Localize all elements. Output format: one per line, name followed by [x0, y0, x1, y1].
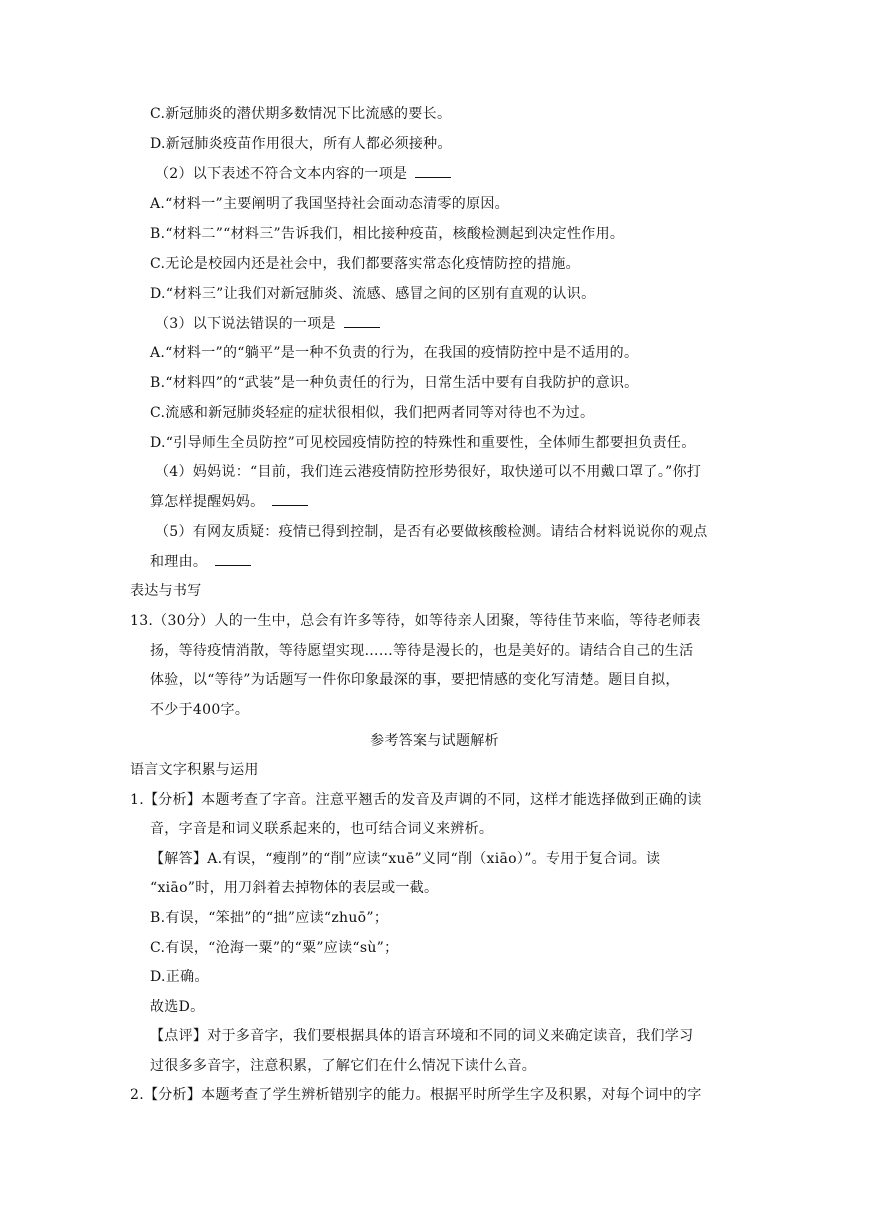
- option-c: C.无论是校园内还是社会中，我们都要落实常态化疫情防控的措施。: [150, 256, 580, 272]
- sub-question-3: [155, 314, 380, 334]
- question-13-line2: 扬，等待疫情消散，等待愿望实现……等待是漫长的，也是美好的。请结合自己的生活: [150, 643, 694, 659]
- answer-1-comment-line1: 【点评】对于多音字，我们要根据具体的语言环境和不同的词义来确定读音，我们学习: [150, 1028, 694, 1044]
- option-c: C.新冠肺炎的潜伏期多数情况下比流感的要长。: [150, 106, 452, 122]
- answer-1-option-c: C.有误，“沧海一粟”的“粟”应读“sù”；: [150, 940, 399, 956]
- question-13-line4: 不少于400字。: [150, 702, 250, 718]
- answer-1-option-d: D.正确。: [150, 969, 209, 985]
- option-d: D.“材料三”让我们对新冠肺炎、流感、感冒之间的区别有直观的认识。: [150, 286, 596, 302]
- answer-blank: [215, 552, 251, 566]
- sub-question-5-line2: [150, 552, 251, 572]
- option-b: B.“材料四”的“武装”是一种负责任的行为，日常生活中要有自我防护的意识。: [150, 375, 639, 391]
- answer-1-solution-line1: 【解答】A.有误，“瘦削”的“削”应读“xuē”义同“削（xiāo）”。专用于复合词。读: [150, 851, 661, 867]
- option-c: C.流感和新冠肺炎轻症的症状很相似，我们把两者同等对待也不为过。: [150, 405, 595, 421]
- section-heading: 表达与书写: [130, 583, 202, 599]
- sub-question-5-text: 和理由。: [150, 554, 208, 570]
- answer-1-option-b: B.有误，“笨拙”的“拙”应读“zhuō”；: [150, 910, 389, 926]
- sub-question-4-line2: [150, 492, 308, 512]
- question-13-line3: 体验，以“等待”为话题写一件你印象最深的事，要把情感的变化写清楚。题目自拟，: [150, 672, 680, 688]
- option-d: D.“引导师生全员防控”可见校园疫情防控的特殊性和重要性，全体师生都要担负责任。: [150, 435, 696, 451]
- sub-question-3-text: （3）以下说法错误的一项是: [155, 316, 336, 332]
- option-b: B.“材料二”“材料三”告诉我们，相比接种疫苗，核酸检测起到决定性作用。: [150, 226, 625, 242]
- answer-1-comment-line2: 过很多多音字，注意积累，了解它们在什么情况下读什么音。: [150, 1058, 537, 1074]
- sub-question-4-text: 算怎样提醒妈妈。: [150, 494, 265, 510]
- sub-question-2-text: （2）以下表述不符合文本内容的一项是: [155, 166, 408, 182]
- sub-question-2: [155, 164, 451, 184]
- answer-blank: [415, 164, 451, 178]
- answer-1-analysis-line1: 1.【分析】本题考查了字音。注意平翘舌的发音及声调的不同，这样才能选择做到正确的读: [130, 792, 702, 808]
- answer-blank: [344, 314, 380, 328]
- option-d: D.新冠肺炎疫苗作用很大，所有人都必须接种。: [150, 136, 452, 152]
- answer-blank: [272, 492, 308, 506]
- sub-question-5-line1: （5）有网友质疑：疫情已得到控制，是否有必要做核酸检测。请结合材料说说你的观点: [155, 524, 708, 540]
- answer-section-title: 参考答案与试题解析: [370, 733, 499, 749]
- question-13-line1: 13.（30分）人的一生中，总会有许多等待，如等待亲人团聚，等待佳节来临，等待老师表: [130, 613, 701, 629]
- option-a: A.“材料一”主要阐明了我国坚持社会面动态清零的原因。: [150, 196, 509, 212]
- sub-question-4-line1: （4）妈妈说：“目前，我们连云港疫情防控形势很好，取快递可以不用戴口罩了。”你打: [155, 464, 702, 480]
- answer-1-choice: 故选D。: [150, 999, 205, 1015]
- answer-2-analysis-line1: 2.【分析】本题考查了学生辨析错别字的能力。根据平时所学生字及积累，对每个词中的字: [130, 1087, 702, 1103]
- option-a: A.“材料一”的“躺平”是一种不负责的行为，在我国的疫情防控中是不适用的。: [150, 345, 639, 361]
- section-heading: 语言文字积累与运用: [130, 762, 259, 778]
- answer-1-analysis-line2: 音，字音是和词义联系起来的，也可结合词义来辨析。: [150, 821, 494, 837]
- answer-1-solution-line2: “xiāo”时，用刀斜着去掉物体的表层或一截。: [150, 880, 439, 896]
